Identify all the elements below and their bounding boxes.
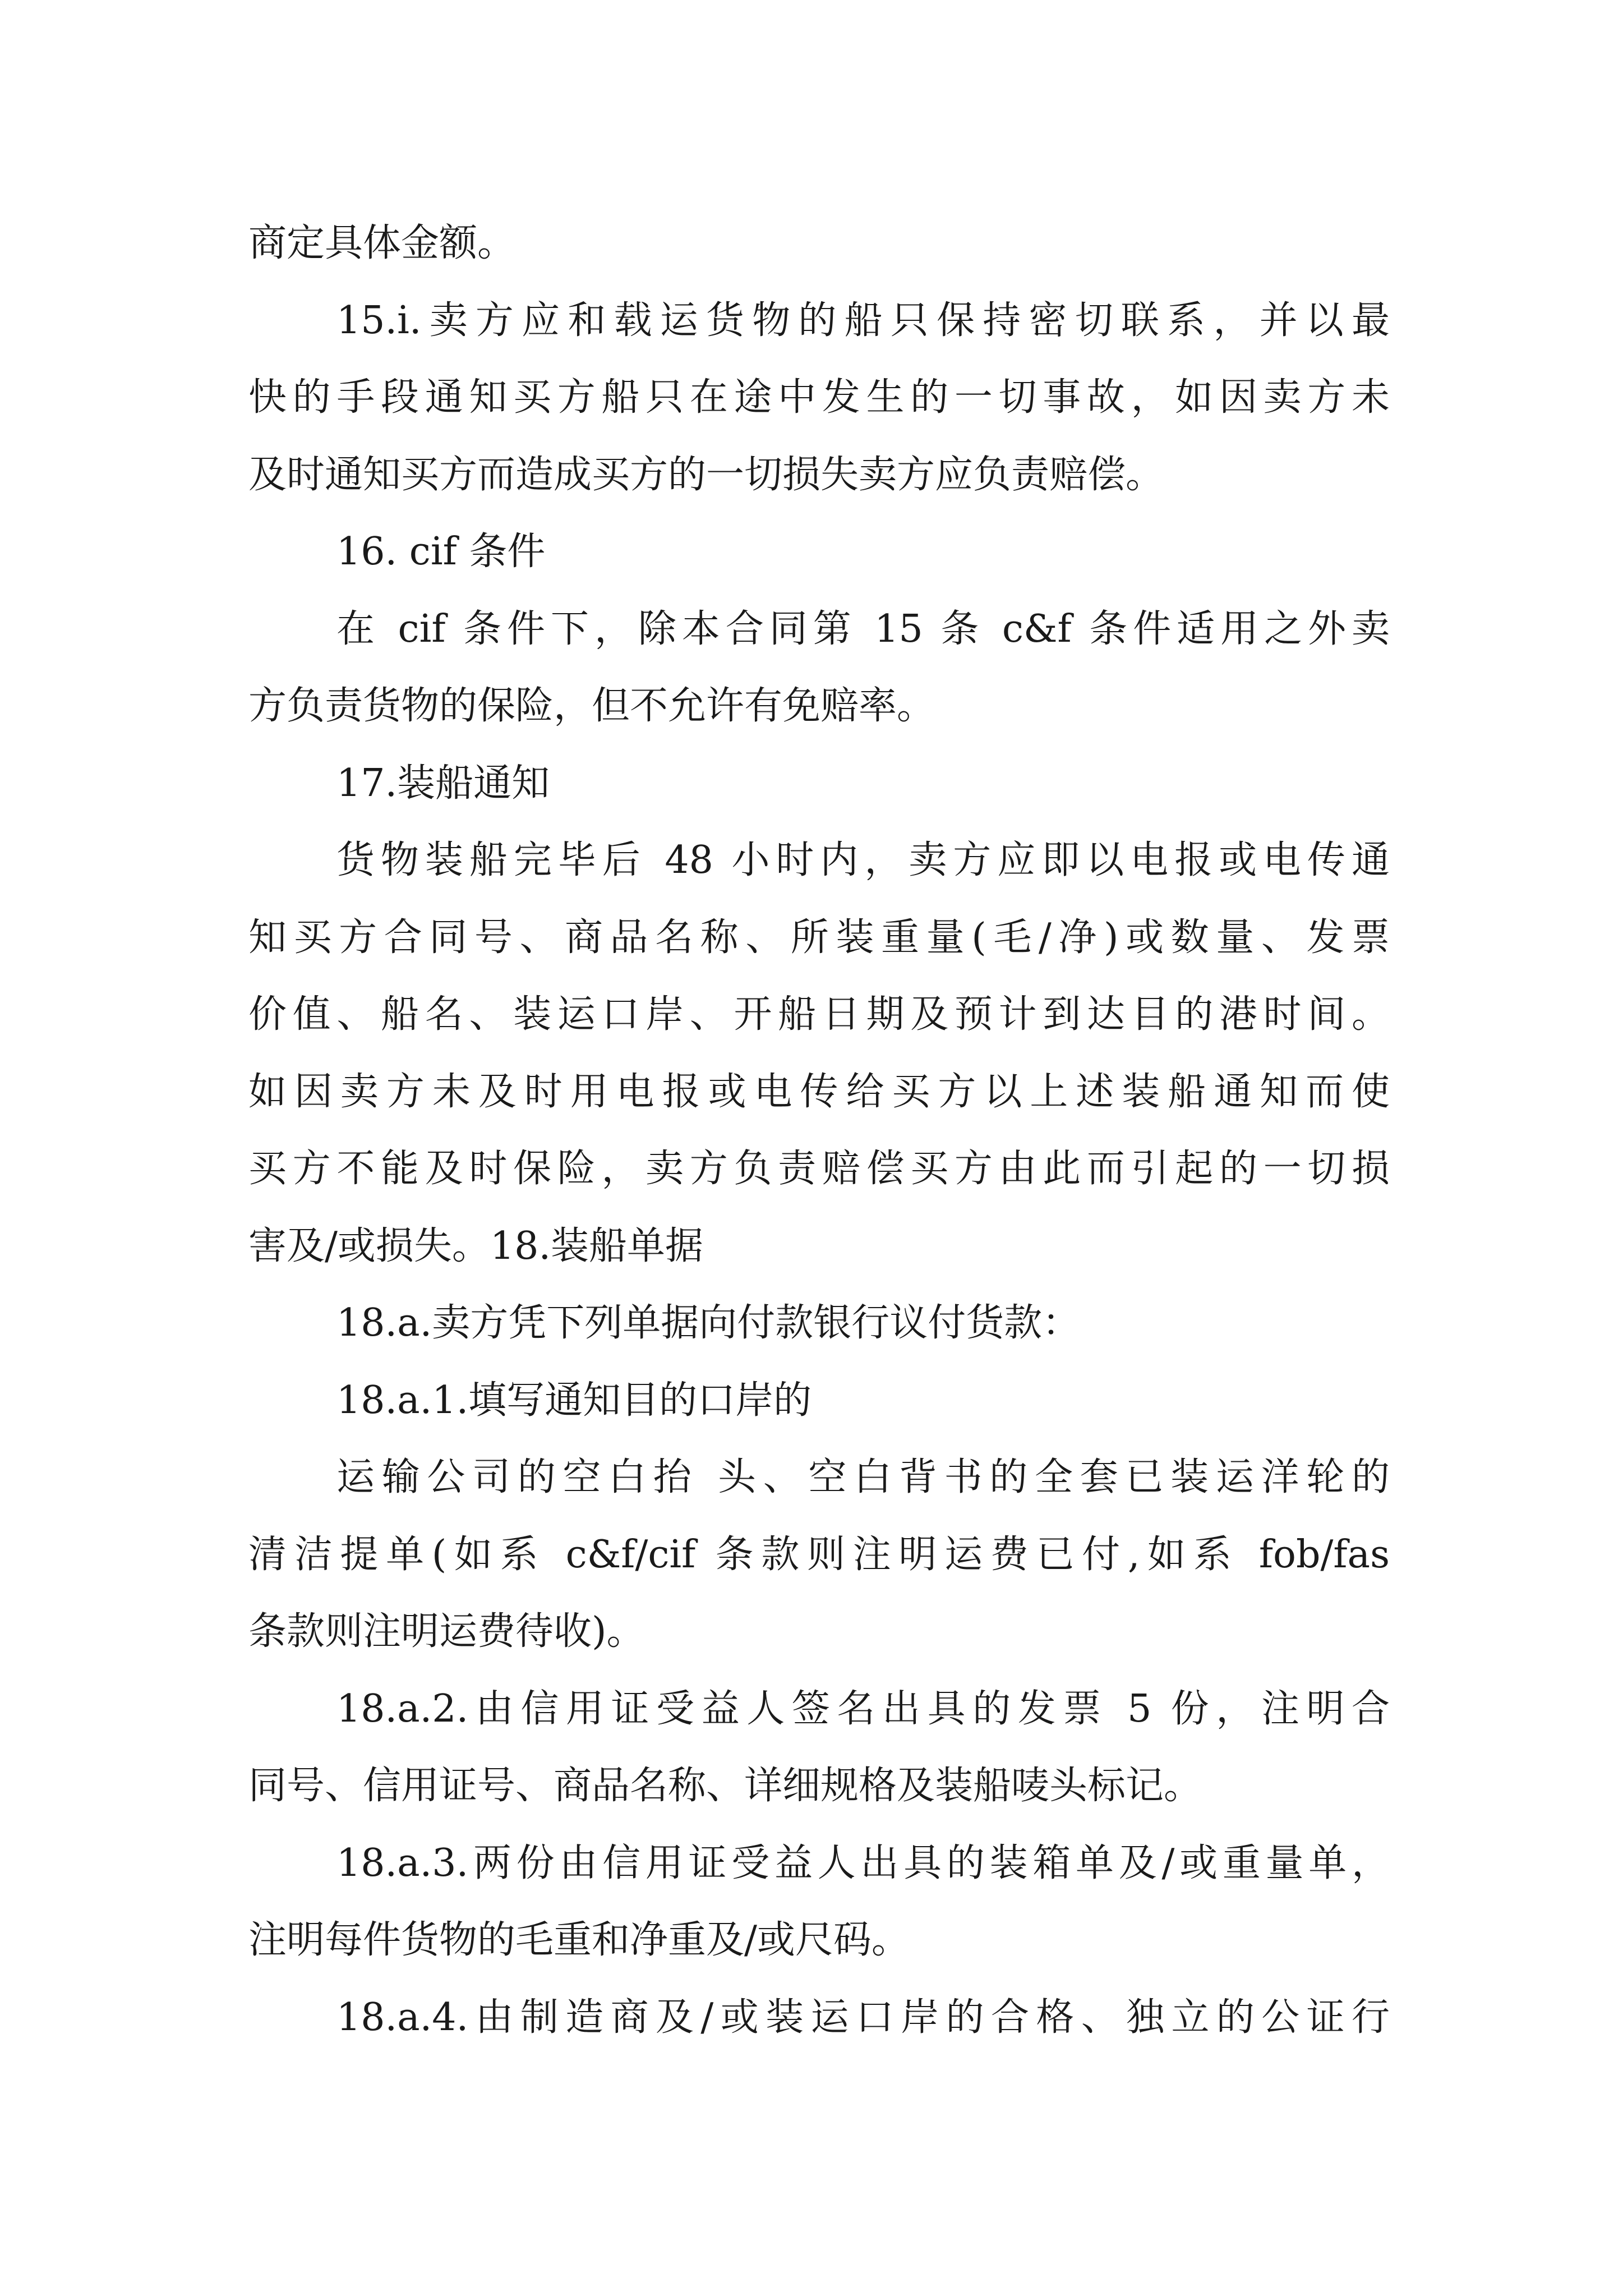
- text-line: 运输公司的空白抬 头、空白背书的全套已装运洋轮的: [336, 1455, 1390, 1499]
- text-line: 注明每件货物的毛重和净重及/或尺码。: [248, 1918, 910, 1962]
- text-line: 快的手段通知买方船只在途中发生的一切事故，如因卖方未: [248, 375, 1390, 420]
- text-line: 条款则注明运费待收)。: [248, 1609, 645, 1654]
- contract-text-body: [248, 205, 1390, 2056]
- text-line: 害及/或损失。18.装船单据: [248, 1223, 704, 1268]
- text-line: 在 cif 条件下，除本合同第 15 条 c&f 条件适用之外卖: [336, 606, 1390, 651]
- text-line: 18.a.3.两份由信用证受益人出具的装箱单及/或重量单，: [336, 1841, 1390, 1885]
- text-line: 18.a.卖方凭下列单据向付款银行议付货款：: [336, 1301, 1081, 1345]
- text-line: 18.a.1.填写通知目的口岸的: [336, 1378, 812, 1423]
- section-heading: 16. cif 条件: [336, 530, 546, 574]
- text-line: 知买方合同号、商品名称、所装重量(毛/净)或数量、发票: [248, 915, 1390, 960]
- text-line: 同号、信用证号、商品名称、详细规格及装船唛头标记。: [248, 1764, 1202, 1808]
- text-line: 货物装船完毕后 48 小时内，卖方应即以电报或电传通: [336, 838, 1390, 882]
- section-heading: 17.装船通知: [336, 761, 550, 806]
- text-line: 如因卖方未及时用电报或电传给买方以上述装船通知而使: [248, 1069, 1390, 1114]
- text-line: 15.i.卖方应和载运货物的船只保持密切联系，并以最: [336, 298, 1390, 343]
- text-line: 清洁提单(如系 c&f/cif 条款则注明运费已付,如系 fob/fas: [248, 1532, 1390, 1577]
- text-line: 18.a.2.由信用证受益人签名出具的发票 5 份，注明合: [336, 1686, 1390, 1731]
- text-line: 18.a.4.由制造商及/或装运口岸的合格、独立的公证行: [336, 1995, 1390, 2040]
- text-line: 方负责货物的保险，但不允许有免赔率。: [248, 684, 935, 728]
- text-line: 及时通知买方而造成买方的一切损失卖方应负责赔偿。: [248, 452, 1164, 497]
- text-line: 买方不能及时保险，卖方负责赔偿买方由此而引起的一切损: [248, 1147, 1390, 1191]
- text-line: 价值、船名、装运口岸、开船日期及预计到达目的港时间。: [248, 992, 1390, 1037]
- text-line: 商定具体金额。: [248, 221, 516, 265]
